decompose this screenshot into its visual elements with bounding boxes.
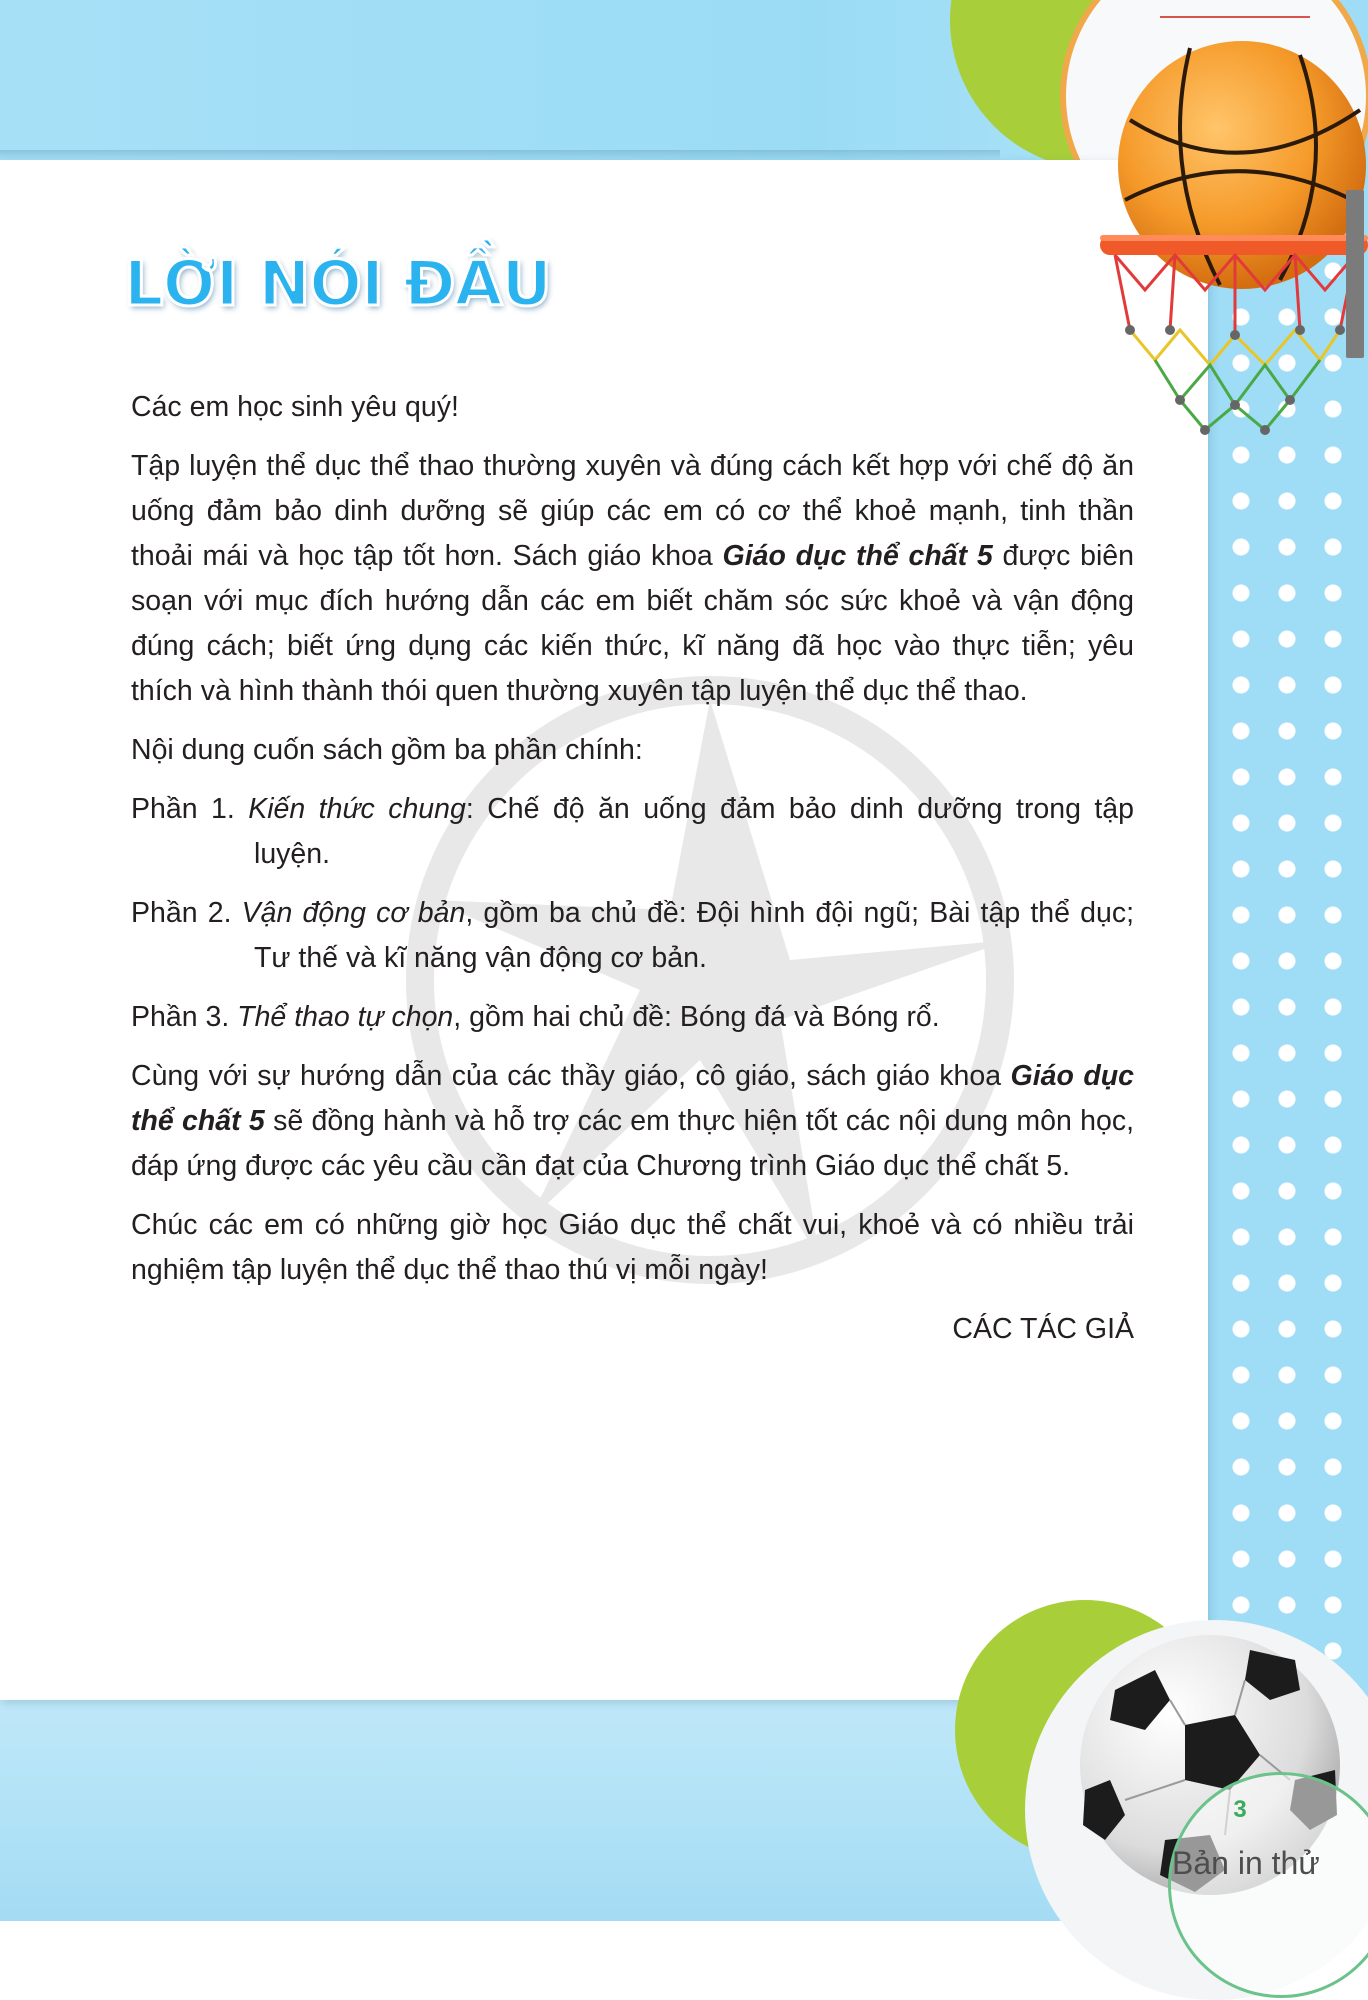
- part-desc: : Chế độ ăn uống đảm bảo dinh dưỡng trong tập luyện.: [254, 793, 1134, 870]
- part-1: [131, 787, 1134, 877]
- paragraph-wishes: Chúc các em có những giờ học Giáo dục thể chất vui, khoẻ và có nhiều trải nghiệm tập luyện thể dục thể thao thú vị mỗi ngày!: [131, 1209, 1134, 1286]
- paragraph-contents: Nội dung cuốn sách gồm ba phần chính:: [131, 734, 643, 766]
- book-title: Giáo dục thể chất 5: [722, 540, 993, 572]
- preface-body: [131, 385, 1134, 1366]
- hoop-net-icon: [1115, 255, 1355, 335]
- page-title: LỜI NÓI ĐẦU: [124, 246, 551, 320]
- scrollbar-thumb[interactable]: [1346, 190, 1364, 358]
- signature: CÁC TÁC GIẢ: [952, 1313, 1134, 1345]
- draft-stamp: Bản in thử: [1172, 1845, 1320, 1881]
- part-label: Phần 1.: [131, 793, 249, 825]
- part-name: Kiến thức chung: [248, 793, 466, 825]
- banner-shadow: [0, 150, 1000, 160]
- part-name: Vận động cơ bản: [241, 897, 466, 929]
- page-number: 3: [1233, 1796, 1247, 1823]
- part-label: Phần 3.: [131, 1001, 238, 1033]
- part-2: [131, 891, 1134, 981]
- paragraph-intro: [131, 444, 1134, 714]
- part-desc: , gồm ba chủ đề: Đội hình đội ngũ; Bài tập thể dục; Tư thế và kĩ năng vận động cơ bản.: [254, 897, 1134, 974]
- decorative-line: [1160, 16, 1310, 18]
- book-title: Giáo dục thể chất 5: [131, 1060, 1135, 1137]
- paragraph-guidance: [131, 1054, 1134, 1189]
- text-span: được biên soạn với mục đích hướng dẫn các em biết chăm sóc sức khoẻ và vận động đúng cách; biết ứng dụng các kiến thức, kĩ năng đã học vào thực tiễn; yêu thích và hình thành thói quen thường xuyên tập luyện thể dục thể thao.: [131, 540, 1134, 707]
- greeting: Các em học sinh yêu quý!: [131, 391, 459, 423]
- part-label: Phần 2.: [131, 897, 242, 929]
- text-span: Tập luyện thể dục thể thao thường xuyên và đúng cách kết hợp với chế độ ăn uống đảm bảo dinh dưỡng sẽ giúp các em có cơ thể khoẻ mạnh, tinh thần thoải mái và học tập tốt hơn. Sách giáo khoa: [131, 450, 1134, 572]
- part-desc: , gồm hai chủ đề: Bóng đá và Bóng rổ.: [453, 1001, 940, 1033]
- text-span: Cùng với sự hướng dẫn của các thầy giáo, cô giáo, sách giáo khoa: [131, 1060, 1011, 1092]
- part-3: [131, 995, 1134, 1040]
- part-name: Thể thao tự chọn: [237, 1001, 454, 1033]
- text-span: sẽ đồng hành và hỗ trợ các em thực hiện tốt các nội dung môn học, đáp ứng được các yêu cầu cần đạt của Chương trình Giáo dục thể chất 5.: [131, 1105, 1134, 1182]
